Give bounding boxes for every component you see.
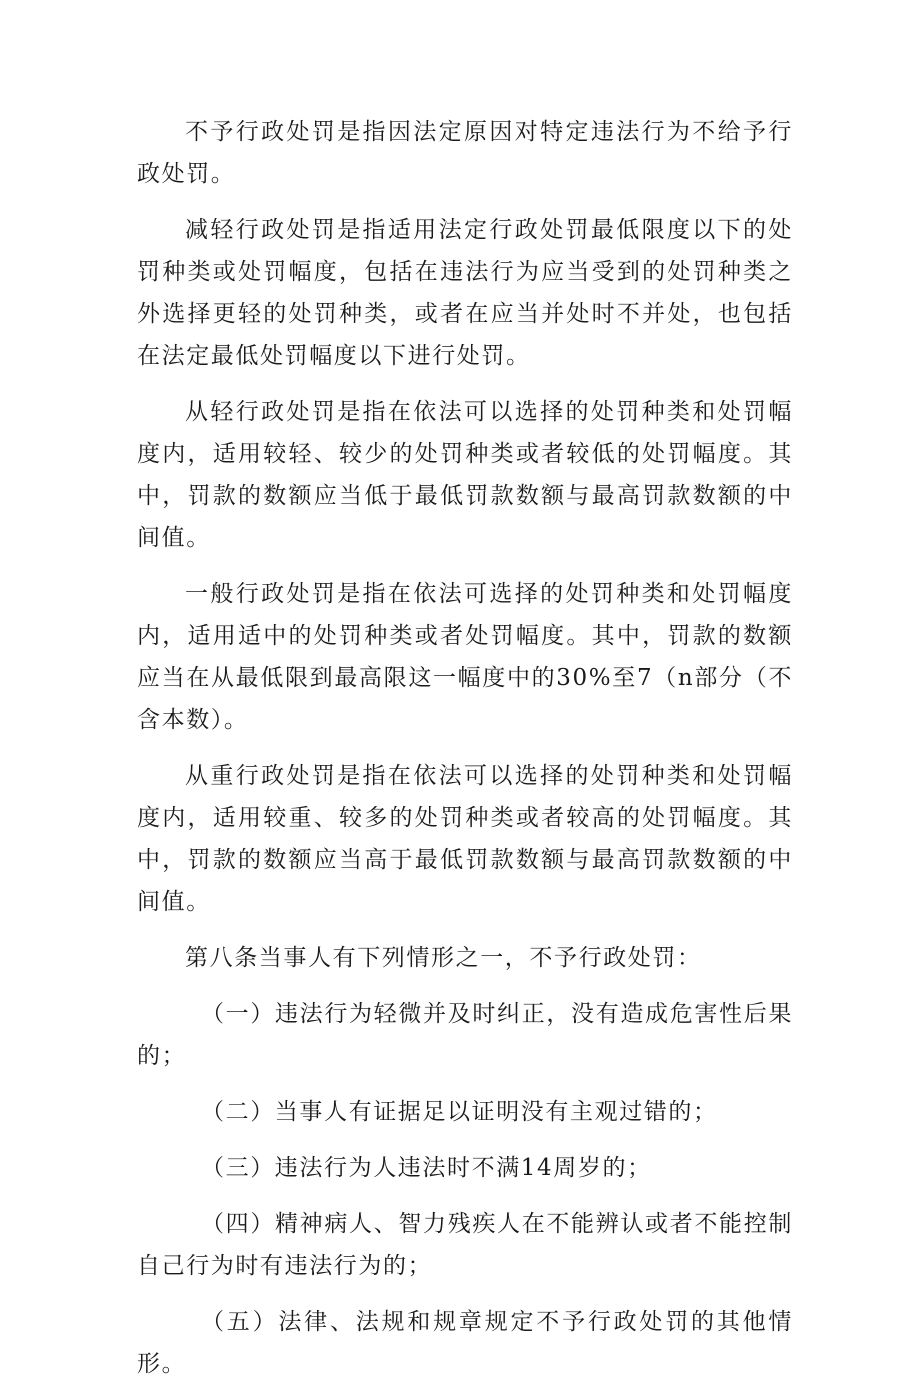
paragraph-lighter-penalty-definition: 从轻行政处罚是指在依法可以选择的处罚种类和处罚幅度内，适用较轻、较少的处罚种类或者较低的处罚幅度。其中，罚款的数额应当低于最低罚款数额与最高罚款数额的中间值。 [137,399,793,551]
document-body [137,111,793,1399]
list-item: （二）当事人有证据足以证明没有主观过错的； [201,1099,718,1125]
list-item: （五）法律、法规和规章规定不予行政处罚的其他情形。 [137,1309,793,1377]
list-item: （一）违法行为轻微并及时纠正，没有造成危害性后果的； [137,1001,793,1069]
paragraph-no-penalty-definition: 不予行政处罚是指因法定原因对特定违法行为不给予行政处罚。 [137,119,793,187]
paragraph-general-penalty-definition: 一般行政处罚是指在依法可选择的处罚种类和处罚幅度内，适用适中的处罚种类或者处罚幅度。其中，罚款的数额应当在从最低限到最高限这一幅度中的30%至7（n部分（不含本数）。 [137,581,793,733]
list-item: （四）精神病人、智力残疾人在不能辨认或者不能控制自己行为时有违法行为的； [137,1211,793,1279]
list-item: （三）违法行为人违法时不满14周岁的； [201,1155,652,1181]
article-eight-heading: 第八条当事人有下列情形之一，不予行政处罚： [185,945,702,971]
paragraph-reduced-penalty-definition: 减轻行政处罚是指适用法定行政处罚最低限度以下的处罚种类或处罚幅度，包括在违法行为应当受到的处罚种类之外选择更轻的处罚种类，或者在应当并处时不并处，也包括在法定最低处罚幅度以下进行处罚。 [137,217,793,369]
paragraph-heavier-penalty-definition: 从重行政处罚是指在依法可以选择的处罚种类和处罚幅度内，适用较重、较多的处罚种类或者较高的处罚幅度。其中，罚款的数额应当高于最低罚款数额与最高罚款数额的中间值。 [137,763,793,915]
